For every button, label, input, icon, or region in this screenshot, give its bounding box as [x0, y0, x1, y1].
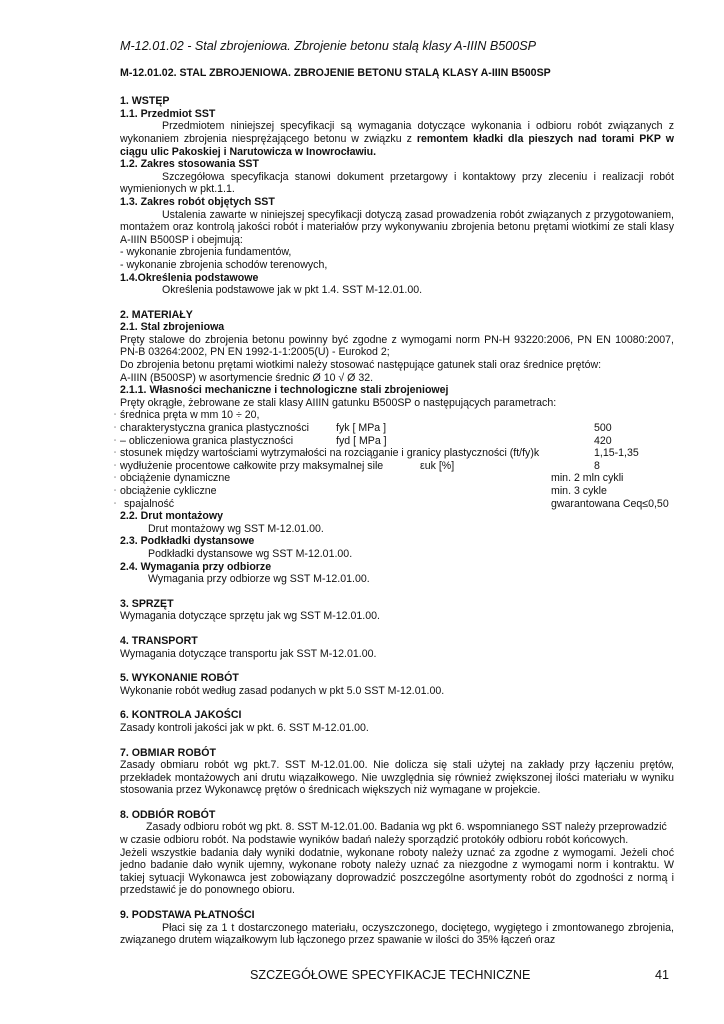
paragraph: Podkładki dystansowe wg SST M-12.01.00.	[148, 547, 353, 560]
document-title: M-12.01.02. STAL ZBROJENIOWA. ZBROJENIE BETONU STALĄ KLASY A-IIIN B500SP	[120, 66, 551, 79]
bullet-icon: ▫	[114, 488, 117, 494]
section-5	[120, 672, 674, 697]
bullet-icon: ▫	[114, 462, 117, 469]
parameter-value: 420	[594, 434, 612, 447]
section-3	[120, 598, 674, 623]
parameter-row	[114, 447, 674, 460]
subsection-heading: 1.4.Określenia podstawowe	[120, 271, 259, 284]
parameter-value: 1,15-1,35	[594, 447, 639, 460]
section-heading: 8. ODBIÓR ROBÓT	[120, 808, 216, 821]
bullet-icon: ▫	[114, 475, 117, 482]
paragraph: Zasady odbioru robót wg pkt. 8. SST M-12.01.00. Badania wg pkt 6. wspomnianego SST należy przeprowadzić w czasie odbioru robót. Na podstawie wyników badań należy sporządzić protokóły odbioru robót końcowych.	[120, 821, 667, 847]
paragraph: Jeżeli wszystkie badania dały wyniki dodatnie, wykonane roboty należy uznać za zgodne z wymogami. Jeżeli choć jedno badanie dało wynik ujemny, wykonane roboty należy uznać za niezgodne z wymogami norm i kontraktu. W takiej sytuacji Wykonawca jest zobowiązany doprowadzić poszczególne asortymenty robót do zgodności z normą i przedstawić je do ponownego obioru.	[120, 846, 674, 897]
parameter-symbol: fyd [ MPa ]	[336, 434, 387, 447]
section-9	[120, 909, 674, 947]
list-item: - wykonanie zbrojenia fundamentów,	[120, 246, 292, 259]
section-heading: 2. MATERIAŁY	[120, 308, 193, 321]
parameter-label: wydłużenie procentowe całkowite przy maksymalnej sile	[120, 459, 384, 472]
parameter-value: 8	[594, 459, 600, 472]
subsection-heading: 2.4. Wymagania przy odbiorze	[120, 560, 272, 573]
subsection-heading: 2.2. Drut montażowy	[120, 510, 224, 523]
paragraph: Określenia podstawowe jak w pkt 1.4. SST M-12.01.00.	[162, 284, 423, 297]
subsection-heading: 1.3. Zakres robót objętych SST	[120, 195, 275, 208]
parameter-value: gwarantowana Ceq≤0,50	[551, 497, 669, 510]
paragraph: Ustalenia zawarte w niniejszej specyfikacji dotyczą zasad prowadzenia robót związanych z przygotowaniem, montażem oraz kontrolą jakości robót i materiałów przy wykonywaniu zbrojenia betonu prętami wiotkimi ze stali klasy A-IIIN B500SP i obejmują:	[120, 208, 674, 246]
paragraph: Zasady kontroli jakości jak w pkt. 6. SST M-12.01.00.	[120, 721, 369, 734]
paragraph: Wymagania dotyczące transportu jak SST M-12.01.00.	[120, 647, 377, 660]
section-8	[120, 809, 674, 897]
section-7	[120, 747, 674, 797]
subsection-heading: 2.3. Podkładki dystansowe	[120, 535, 255, 548]
parameter-value: 500	[594, 422, 612, 435]
parameter-label: średnica pręta w mm 10 ÷ 20,	[120, 409, 260, 422]
parameter-label: obciążenie dynamiczne	[120, 472, 231, 485]
section-6	[120, 709, 674, 734]
paragraph: Wymagania dotyczące sprzętu jak wg SST M-12.01.00.	[120, 610, 380, 623]
section-heading: 1. WSTĘP	[120, 95, 170, 108]
parameter-label: – obliczeniowa granica plastyczności	[120, 434, 294, 447]
parameter-label: spajalność	[124, 497, 175, 510]
document-page	[114, 39, 675, 947]
parameter-label: stosunek między wartościami wytrzymałości na rozciąganie i granicy plastyczności (ft/fy)k	[120, 447, 540, 460]
parameter-symbol: εuk [%]	[420, 459, 455, 472]
paragraph-text: Przedmiotem niniejszej specyfikacji są wymagania dotyczące wykonania i odbioru robót związanych z wykonaniem zbrojenia niesprężającego betonu w związku z	[120, 120, 674, 145]
bullet-icon: ▫	[114, 500, 117, 507]
section-4	[120, 635, 674, 660]
section-heading: 5. WYKONANIE ROBÓT	[120, 672, 239, 685]
section-1	[120, 95, 674, 297]
parameter-label: obciążenie cykliczne	[120, 485, 217, 497]
parameter-value: min. 2 mln cykli	[551, 472, 624, 485]
paragraph: Pręty stalowe do zbrojenia betonu powinny być zgodne z wymogami norm PN-H 93220:2006, PN EN 10080:2007, PN-B 03264:2002, PN EN 1992-1-1:2005(U) - Eurokod 2;	[120, 333, 674, 359]
subsection-heading: 1.1. Przedmiot SST	[120, 107, 216, 120]
paragraph: Wymagania przy odbiorze wg SST M-12.01.00.	[148, 573, 370, 586]
section-heading: 7. OBMIAR ROBÓT	[120, 746, 216, 759]
parameter-list	[114, 409, 674, 510]
bullet-icon: ▫	[114, 450, 117, 457]
parameter-symbol: fyk [ MPa ]	[336, 422, 387, 435]
list-item: - wykonanie zbrojenia schodów terenowych,	[120, 258, 328, 271]
parameter-row	[114, 409, 674, 422]
subsection-heading: 2.1. Stal zbrojeniowa	[120, 321, 225, 334]
parameter-label: charakterystyczna granica plastyczności	[120, 422, 310, 435]
parameter-row	[114, 422, 674, 435]
paragraph: Drut montażowy wg SST M-12.01.00.	[148, 522, 324, 535]
parameter-row	[114, 485, 674, 498]
bullet-icon: ▫	[114, 425, 117, 432]
paragraph-bold-text: remontem kładki dla pieszych nad torami PKP w ciągu ulic Pakoskiej i Narutowicza w Inowrocławiu.	[120, 132, 675, 158]
section-heading: 9. PODSTAWA PŁATNOŚCI	[120, 909, 255, 922]
paragraph: Płaci się za 1 t dostarczonego materiału, oczyszczonego, dociętego, wygiętego i zmontowanego zbrojenia, związanego drutem wiązałkowym lub łączonego przez spawanie w ilości do 35% łączeń oraz	[120, 921, 674, 947]
parameter-row	[114, 472, 674, 485]
section-heading: 4. TRANSPORT	[120, 634, 198, 647]
parameter-row	[114, 459, 674, 473]
paragraph: Zasady obmiaru robót wg pkt.7. SST M-12.01.00. Nie dolicza się stali użytej na zakłady przy łączeniu prętów, przekładek montażowych ani drutu wiązałkowego. Nie uwzględnia się również zwiększonej ilości materiału w wyniku stosowania przez Wykonawcę prętów o średnicach większych niż wymagane w projekcie.	[120, 759, 674, 797]
page-footer: SZCZEGÓŁOWE SPECYFIKACJE TECHNICZNE	[250, 968, 531, 982]
paragraph: Szczegółowa specyfikacja stanowi dokument przetargowy i kontaktowy przy zleceniu i realizacji robót wymienionych w pkt.1.1.	[120, 170, 674, 196]
parameter-value: min. 3 cykle	[551, 485, 607, 497]
parameter-row	[114, 434, 674, 448]
paragraph: Wykonanie robót według zasad podanych w pkt 5.0 SST M-12.01.00.	[120, 684, 445, 697]
page-number: 41	[655, 968, 670, 982]
section-heading: 3. SPRZĘT	[120, 597, 174, 610]
paragraph	[120, 120, 674, 158]
running-header: M-12.01.02 - Stal zbrojeniowa. Zbrojenie betonu stalą klasy A-IIIN B500SP	[120, 39, 537, 53]
paragraph: Pręty okrągłe, żebrowane ze stali klasy AIIIN gatunku B500SP o następujących parametrach:	[120, 396, 557, 409]
section-2	[114, 308, 674, 586]
paragraph: Do zbrojenia betonu prętami wiotkimi należy stosować następujące gatunek stali oraz średnice prętów:	[120, 359, 602, 372]
section-heading: 6. KONTROLA JAKOŚCI	[120, 709, 242, 722]
subsection-heading: 1.2. Zakres stosowania SST	[120, 158, 259, 171]
parameter-row	[114, 497, 674, 511]
bullet-icon: ▫	[114, 412, 117, 419]
subsection-heading: 2.1.1. Własności mechaniczne i technologiczne stali zbrojeniowej	[120, 384, 449, 397]
bullet-icon: ▫	[114, 437, 117, 444]
paragraph: A-IIIN (B500SP) w asortymencie średnic Ø 10 √ Ø 32.	[120, 371, 374, 384]
